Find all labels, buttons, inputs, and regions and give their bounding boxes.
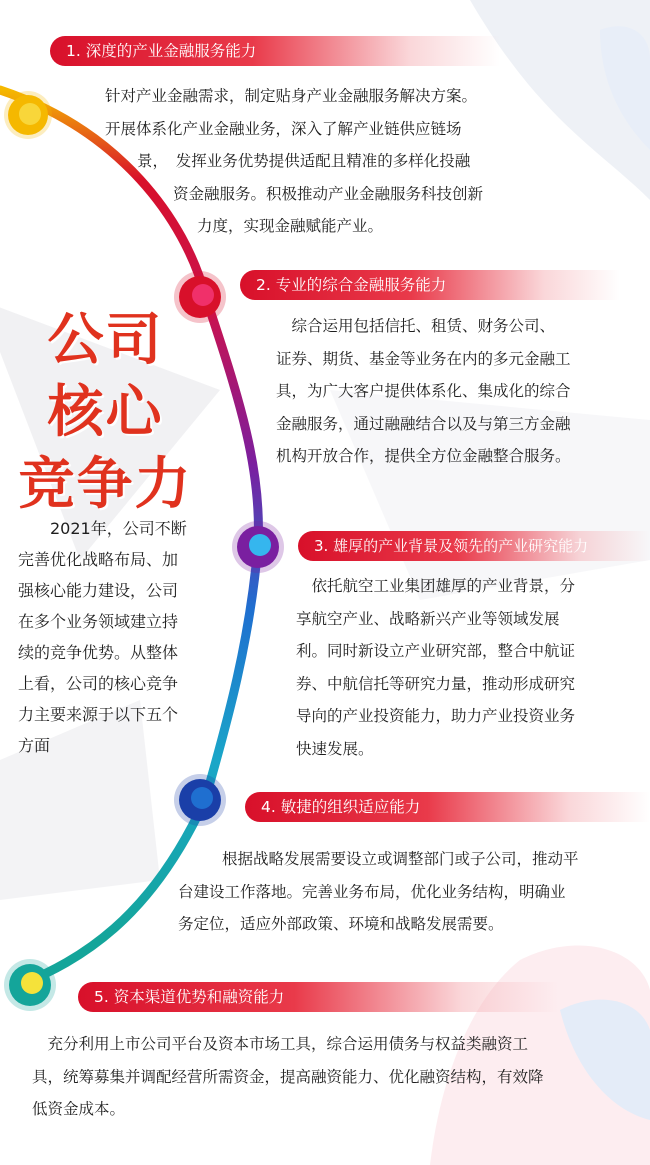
section-1-line: 开展体系化产业金融业务，深入了解产业链供应链场 [105,119,462,138]
intro-line: 续的竞争优势。从整体 [18,643,179,662]
section-5-line: 充分利用上市公司平台及资本市场工具，综合运用债务与权益类融资工 [32,1035,529,1053]
section-3-line: 依托航空工业集团雄厚的产业背景，分 [296,577,576,595]
intro-line: 完善优化战略布局、加 [18,550,179,569]
side-title-line: 公司 [47,308,164,373]
section-2-line: 具，为广大客户提供体系化、集成化的综合 [276,382,571,400]
section-1-line: 资金融服务。积极推动产业金融服务科技创新 [173,184,484,203]
section-3-body [296,570,575,765]
section-4-line: 台建设工作落地。完善业务布局，优化业务结构，明确业 [178,882,566,901]
section-4-line: 根据战略发展需要设立或调整部门或子公司，推动平 [222,850,579,868]
section-2-line: 机构开放合作，提供全方位金融整合服务。 [276,447,571,465]
section-3-line: 券、中航信托等研究力量，推动形成研究 [296,674,576,693]
section-3-line: 快速发展。 [296,739,374,758]
section-2-line: 综合运用包括信托、租赁、财务公司、 [276,317,556,335]
timeline-dot-1 [4,91,52,139]
timeline-dot-4 [174,774,226,826]
side-title-line: 竞争力 [18,452,193,517]
timeline-dot-5 [4,959,56,1011]
section-1-line: 景， 发挥业务优势提供适配且精准的多样化投融 [137,152,471,170]
section-3-line: 导向的产业投资能力，助力产业投资业务 [296,707,576,725]
section-4-heading: 4. 敏捷的组织适应能力 [245,792,650,822]
intro-line: 方面 [18,736,51,755]
timeline-dot-3 [232,521,284,573]
section-2-body [276,310,571,473]
side-title [18,305,193,521]
section-5-heading: 5. 资本渠道优势和融资能力 [78,982,558,1012]
intro-line: 在多个业务领域建立持 [18,612,179,631]
section-5-line: 低资金成本。 [32,1100,126,1118]
section-1-line: 力度，实现金融赋能产业。 [197,217,384,235]
section-2-line: 金融服务，通过融融结合以及与第三方金融 [276,414,571,433]
section-4-line: 务定位，适应外部政策、环境和战略发展需要。 [178,915,504,933]
section-2-heading: 2. 专业的综合金融服务能力 [240,270,620,300]
intro-line: 上看，公司的核心竞争 [18,674,179,693]
section-2-line: 证券、期货、基金等业务在内的多元金融工 [276,349,571,368]
section-5-body [32,1028,544,1126]
intro-line: 2021年，公司不断 [50,519,187,538]
intro-line: 力主要来源于以下五个 [18,705,179,724]
intro-line: 强核心能力建设，公司 [18,581,179,600]
section-4-body [178,843,579,941]
side-title-line: 核心 [47,380,164,445]
section-5-line: 具，统筹募集并调配经营所需资金，提高融资能力、优化融资结构，有效降 [32,1067,544,1086]
intro-text [18,513,187,761]
section-1-body [105,80,483,243]
section-1-heading: 1. 深度的产业金融服务能力 [50,36,500,66]
section-3-heading: 3. 雄厚的产业背景及领先的产业研究能力 [298,531,650,561]
section-3-line: 享航空产业、战略新兴产业等领域发展 [296,609,560,628]
section-1-line: 针对产业金融需求，制定贴身产业金融服务解决方案。 [105,87,478,105]
section-3-line: 利。同时新设立产业研究部，整合中航证 [296,642,576,660]
